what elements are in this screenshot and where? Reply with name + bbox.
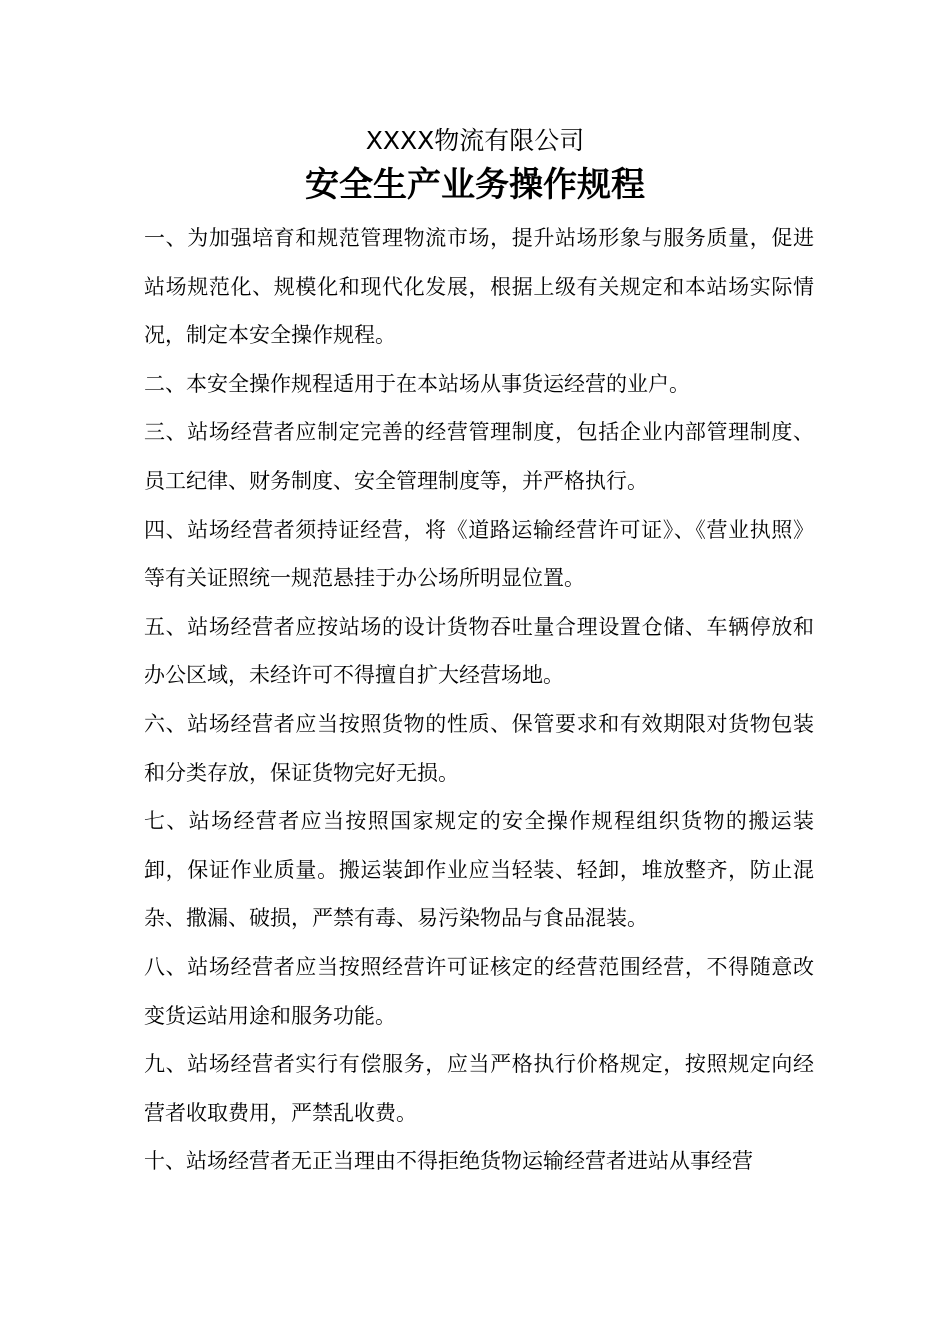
paragraph-8: 八、站场经营者应当按照经营许可证核定的经营范围经营，不得随意改变货运站用途和服务功能。 <box>144 954 814 1028</box>
paragraph-3: 三、站场经营者应制定完善的经营管理制度，包括企业内部管理制度、员工纪律、财务制度、安全管理制度等，并严格执行。 <box>144 420 814 493</box>
paragraph-1: 一、为加强培育和规范管理物流市场，提升站场形象与服务质量，促进站场规范化、规模化和现代化发展，根据上级有关规定和本站场实际情况，制定本安全操作规程。 <box>144 226 814 348</box>
company-name: XXXX物流有限公司 <box>365 126 585 155</box>
document-body <box>144 214 814 1186</box>
paragraph-7: 七、站场经营者应当按照国家规定的安全操作规程组织货物的搬运装卸，保证作业质量。搬运装卸作业应当轻装、轻卸，堆放整齐，防止混杂、撒漏、破损，严禁有毒、易污染物品与食品混装。 <box>144 809 814 931</box>
paragraph-10: 十、站场经营者无正当理由不得拒绝货物运输经营者进站从事经营 <box>144 1149 753 1174</box>
paragraph-5: 五、站场经营者应按站场的设计货物吞吐量合理设置仓储、车辆停放和办公区域，未经许可不得擅自扩大经营场地。 <box>144 614 814 688</box>
paragraph-9: 九、站场经营者实行有偿服务，应当严格执行价格规定，按照规定向经营者收取费用，严禁乱收费。 <box>144 1052 814 1125</box>
paragraph-2: 二、本安全操作规程适用于在本站场从事货运经营的业户。 <box>144 371 690 396</box>
paragraph-6: 六、站场经营者应当按照货物的性质、保管要求和有效期限对货物包装和分类存放，保证货物完好无损。 <box>144 711 814 785</box>
paragraph-4: 四、站场经营者须持证经营，将《道路运输经营许可证》、《营业执照》等有关证照统一规范悬挂于办公场所明显位置。 <box>144 517 814 591</box>
document-title: 安全生产业务操作规程 <box>305 165 645 205</box>
